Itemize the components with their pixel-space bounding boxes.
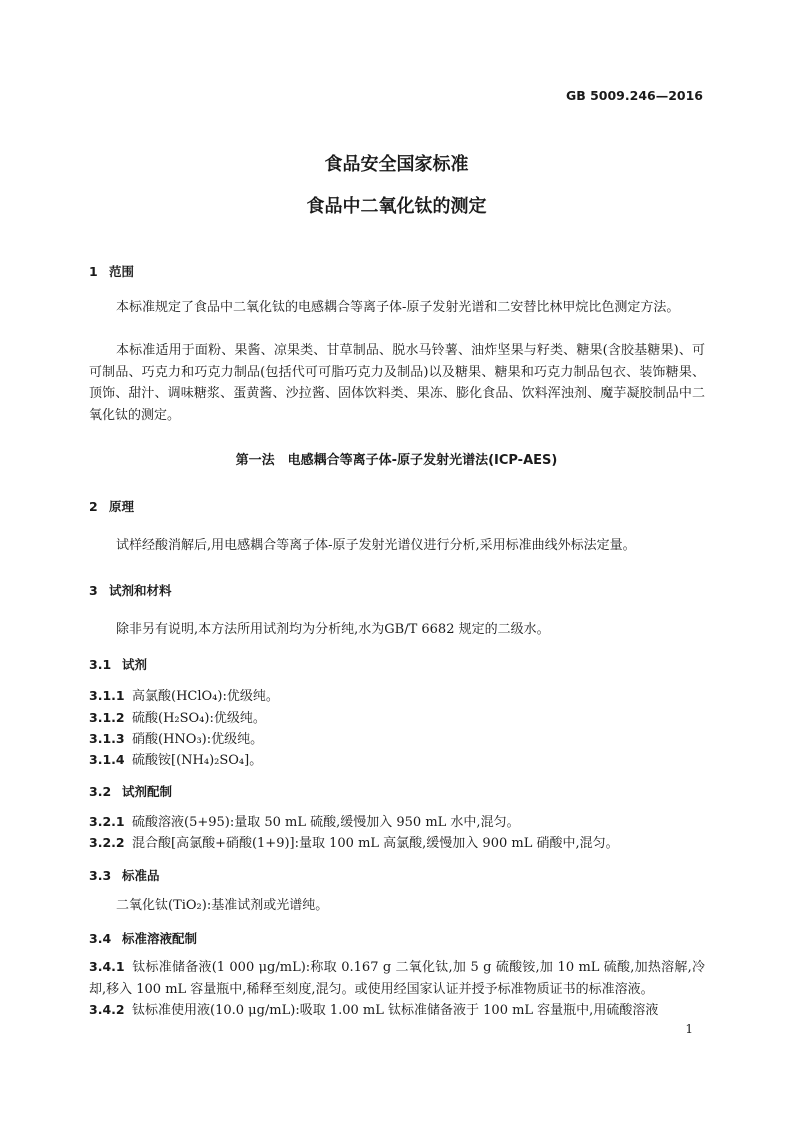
item-number: 3.4.1 [89, 959, 125, 974]
list-item [89, 685, 279, 704]
section-number: 3.1 [89, 657, 112, 672]
list-item [89, 999, 705, 1022]
page-number: 1 [685, 1022, 693, 1036]
list-item [89, 811, 520, 830]
method-1-heading: 第一法 电感耦合等离子体-原子发射光谱法(ICP-AES) [235, 453, 558, 468]
section-number: 3.3 [89, 868, 112, 883]
section-number: 3.2 [89, 784, 112, 799]
item-text: 钛标准储备液(1 000 μg/mL):称取 0.167 g 二氧化钛,加 5 g 硫酸铵,加 10 mL 硫酸,加热溶解,冷却,移入 100 mL 容量瓶中,稀释至刻度,混匀。或使用经国家认证并授予标准物质证书的标准溶液。 [89, 960, 705, 997]
section-3-1-heading [89, 655, 147, 673]
item-text: 硝酸(HNO₃):优级纯。 [132, 732, 264, 747]
section-title: 原理 [109, 499, 135, 514]
item-number: 3.4.2 [89, 1002, 125, 1017]
section-number: 2 [89, 499, 98, 514]
list-item [89, 707, 266, 726]
item-number: 3.2.2 [89, 835, 125, 850]
section-3-3-heading [89, 866, 160, 884]
document-title: 食品安全国家标准 [324, 154, 469, 175]
item-number: 3.1.1 [89, 688, 125, 703]
section-title: 标准溶液配制 [122, 931, 198, 946]
item-text: 硫酸铵[(NH₄)₂SO₄]。 [132, 753, 263, 768]
section-2-paragraph: 试样经酸消解后,用电感耦合等离子体-原子发射光谱仪进行分析,采用标准曲线外标法定量。 [116, 538, 636, 553]
list-item [89, 832, 619, 851]
item-text: 硫酸(H₂SO₄):优级纯。 [132, 711, 266, 726]
item-number: 3.1.3 [89, 731, 125, 746]
standard-number: GB 5009.246—2016 [565, 88, 703, 103]
section-3-4-heading [89, 929, 197, 947]
item-text: 高氯酸(HClO₄):优级纯。 [132, 689, 279, 704]
section-1-heading [89, 262, 134, 280]
item-text: 混合酸[高氯酸+硝酸(1+9)]:量取 100 mL 高氯酸,缓慢加入 900 mL 硝酸中,混匀。 [132, 836, 619, 851]
list-item [89, 749, 262, 768]
item-text: 钛标准使用液(10.0 μg/mL):吸取 1.00 mL 钛标准储备液于 100 mL 容量瓶中,用硫酸溶液 [132, 1003, 659, 1018]
section-3-2-heading [89, 782, 172, 800]
section-title: 试剂配制 [122, 784, 173, 799]
section-title: 试剂和材料 [109, 583, 172, 598]
section-3-paragraph: 除非另有说明,本方法所用试剂均为分析纯,水为GB/T 6682 规定的二级水。 [116, 622, 550, 637]
section-number: 1 [89, 264, 98, 279]
item-number: 3.1.2 [89, 710, 125, 725]
section-3-3-paragraph: 二氧化钛(TiO₂):基准试剂或光谱纯。 [116, 898, 329, 913]
section-1-paragraph-2: 本标准适用于面粉、果酱、凉果类、甘草制品、脱水马铃薯、油炸坚果与籽类、糖果(含胶基糖果)、可可制品、巧克力和巧克力制品(包括代可可脂巧克力及制品)以及糖果、糖果和巧克力制品包衣、装饰糖果、顶饰、甜汁、调味糖浆、蛋黄酱、沙拉酱、固体饮料类、果冻、膨化食品、饮料浑浊剂、魔芋凝胶制品中二氧化钛的测定。 [89, 343, 705, 423]
section-title: 范围 [109, 264, 135, 279]
list-item [89, 728, 263, 747]
section-1-paragraph-1: 本标准规定了食品中二氧化钛的电感耦合等离子体-原子发射光谱和二安替比林甲烷比色测定方法。 [116, 300, 680, 315]
section-2-heading [89, 497, 134, 515]
list-item [89, 956, 705, 1000]
section-number: 3.4 [89, 931, 112, 946]
item-number: 3.1.4 [89, 752, 125, 767]
item-number: 3.2.1 [89, 814, 125, 829]
item-text: 硫酸溶液(5+95):量取 50 mL 硫酸,缓慢加入 950 mL 水中,混匀。 [132, 815, 520, 830]
section-3-heading [89, 581, 172, 599]
document-subtitle: 食品中二氧化钛的测定 [306, 196, 487, 217]
section-title: 标准品 [122, 868, 160, 883]
section-number: 3 [89, 583, 98, 598]
section-title: 试剂 [122, 657, 148, 672]
